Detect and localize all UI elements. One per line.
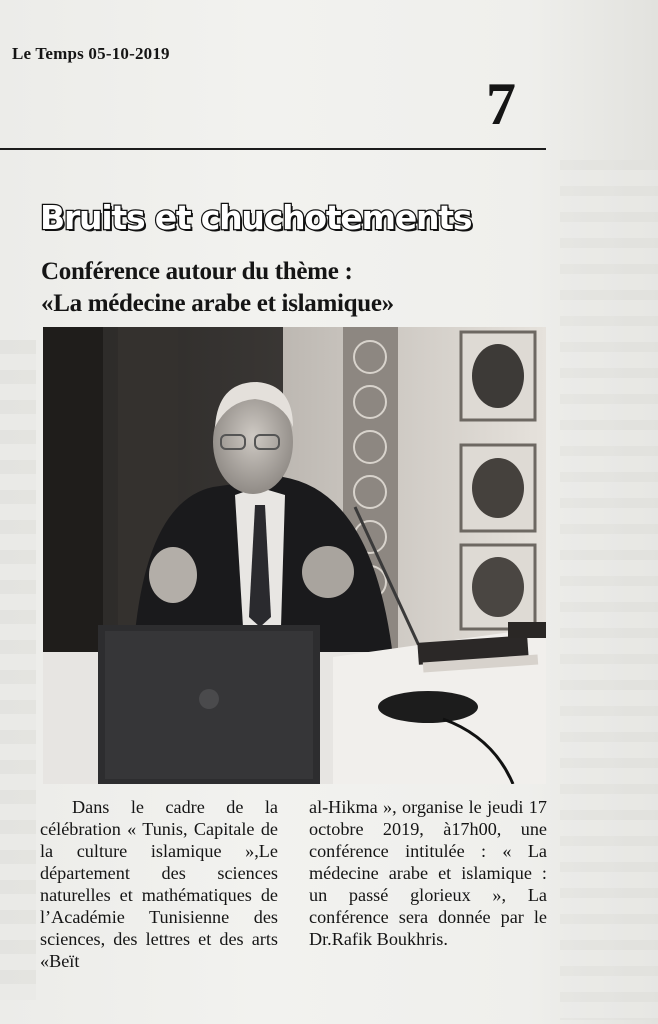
section-rubric: Bruits et chuchotements — [40, 198, 472, 237]
article-body-paragraph-1: Dans le cadre de la célébration « Tunis, Capitale de la culture islamique »,Le département des sciences naturelles et mathématiques de l’Académie Tunisienne des sciences, des lettres et des arts «Beït — [40, 797, 278, 971]
article-body-column-2 — [309, 796, 547, 950]
source-date-label: Le Temps 05-10-2019 — [12, 44, 170, 63]
headline-line-2: «La médecine arabe et islamique» — [41, 290, 394, 317]
page-number: 7 — [486, 71, 516, 137]
article-headline — [41, 256, 561, 320]
bleed-through-left — [0, 340, 36, 1000]
bleed-through-top — [60, 60, 480, 110]
headline-line-1: Conférence autour du thème : — [41, 258, 353, 285]
article-body-column-1 — [40, 796, 278, 972]
bleed-through-right — [560, 160, 658, 1020]
header-rule — [0, 148, 546, 150]
article-body-paragraph-2: al-Hikma », organise le jeudi 17 octobre 2019, à17h00, une conférence intitulée : « La médecine arabe et islamique : un passé glorieux », La conférence sera donnée par le Dr.Rafik Boukhris. — [309, 797, 547, 949]
article-photo — [43, 327, 546, 784]
